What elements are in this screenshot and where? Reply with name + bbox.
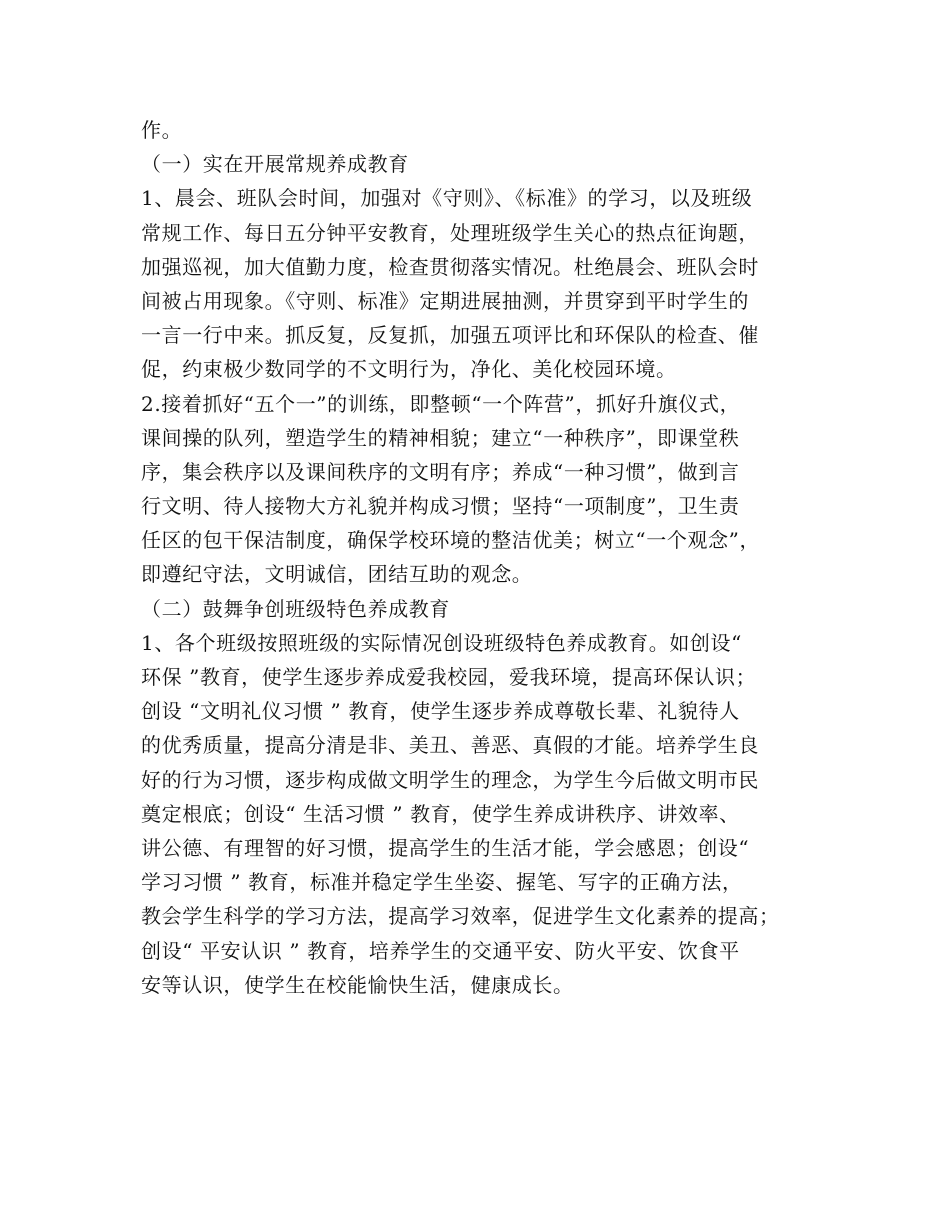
text-line: 安等认识，使学生在校能愉快生活，健康成长。 — [141, 972, 574, 997]
text-line: 任区的包干保洁制度，确保学校环境的整洁优美；树立“一个观念”， — [141, 528, 761, 553]
text-line: 创设“ 平安认识 ” 教育，培养学生的交通平安、防火平安、饮食平 — [141, 938, 740, 963]
text-line: 创设 “文明礼仪习惯 ” 教育，使学生逐步养成尊敬长辈、礼貌待人 — [141, 699, 740, 724]
text-line: 好的行为习惯，逐步构成做文明学生的理念，为学生今后做文明市民 — [141, 767, 759, 792]
text-line: 1、晨会、班队会时间，加强对《守则》、《标准》的学习，以及班级 — [141, 186, 753, 211]
text-line: 常规工作、每日五分钟平安教育，处理班级学生关心的热点征询题， — [141, 220, 759, 245]
text-line: 作。 — [141, 118, 183, 142]
text-line: 促，约束极少数同学的不文明行为，净化、美化校园环境。 — [141, 357, 677, 382]
text-line: 2.接着抓好“五个一”的训练，即整顿“一个阵营”，抓好升旗仪式， — [141, 391, 741, 416]
text-line: 的优秀质量，提高分清是非、美丑、善恶、真假的才能。培养学生良 — [141, 733, 759, 758]
text-line: 教会学生科学的学习方法，提高学习效率，促进学生文化素养的提高； — [141, 904, 780, 929]
text-line: 序，集会秩序以及课间秩序的文明有序；养成“一种习惯”，做到言 — [141, 459, 740, 484]
text-line: 1、各个班级按照班级的实际情况创设班级特色养成教育。如创设“ — [141, 630, 742, 655]
text-line: 课间操的队列，塑造学生的精神相貌；建立“一种秩序”，即课堂秩 — [141, 425, 740, 450]
text-line: 一言一行中来。抓反复，反复抓，加强五项评比和环保队的检查、催 — [141, 323, 759, 348]
text-line: 间被占用现象。《守则、标准》定期进展抽测，并贯穿到平时学生的 — [141, 288, 749, 313]
section-heading: （一）实在开展常规养成教育 — [141, 152, 409, 177]
text-line: 加强巡视，加大值勤力度，检查贯彻落实情况。杜绝晨会、班队会时 — [141, 254, 759, 279]
text-line: 奠定根底；创设“ 生活习惯 ” 教育，使学生养成讲秩序、讲效率、 — [141, 801, 740, 826]
document-body — [141, 113, 841, 1002]
section-heading: （二）鼓舞争创班级特色养成教育 — [141, 596, 450, 621]
text-line: 行文明、待人接物大方礼貌并构成习惯；坚持“一项制度”，卫生责 — [141, 494, 740, 519]
text-line: 即遵纪守法，文明诚信，团结互助的观念。 — [141, 562, 533, 587]
text-line: 讲公德、有理智的好习惯，提高学生的生活才能，学会感恩；创设“ — [141, 835, 750, 860]
text-line: 环保 ”教育，使学生逐步养成爱我校园，爱我环境，提高环保认识； — [141, 665, 757, 689]
text-line: 学习习惯 ” 教育，标准并稳定学生坐姿、握笔、写字的正确方法， — [141, 870, 743, 895]
